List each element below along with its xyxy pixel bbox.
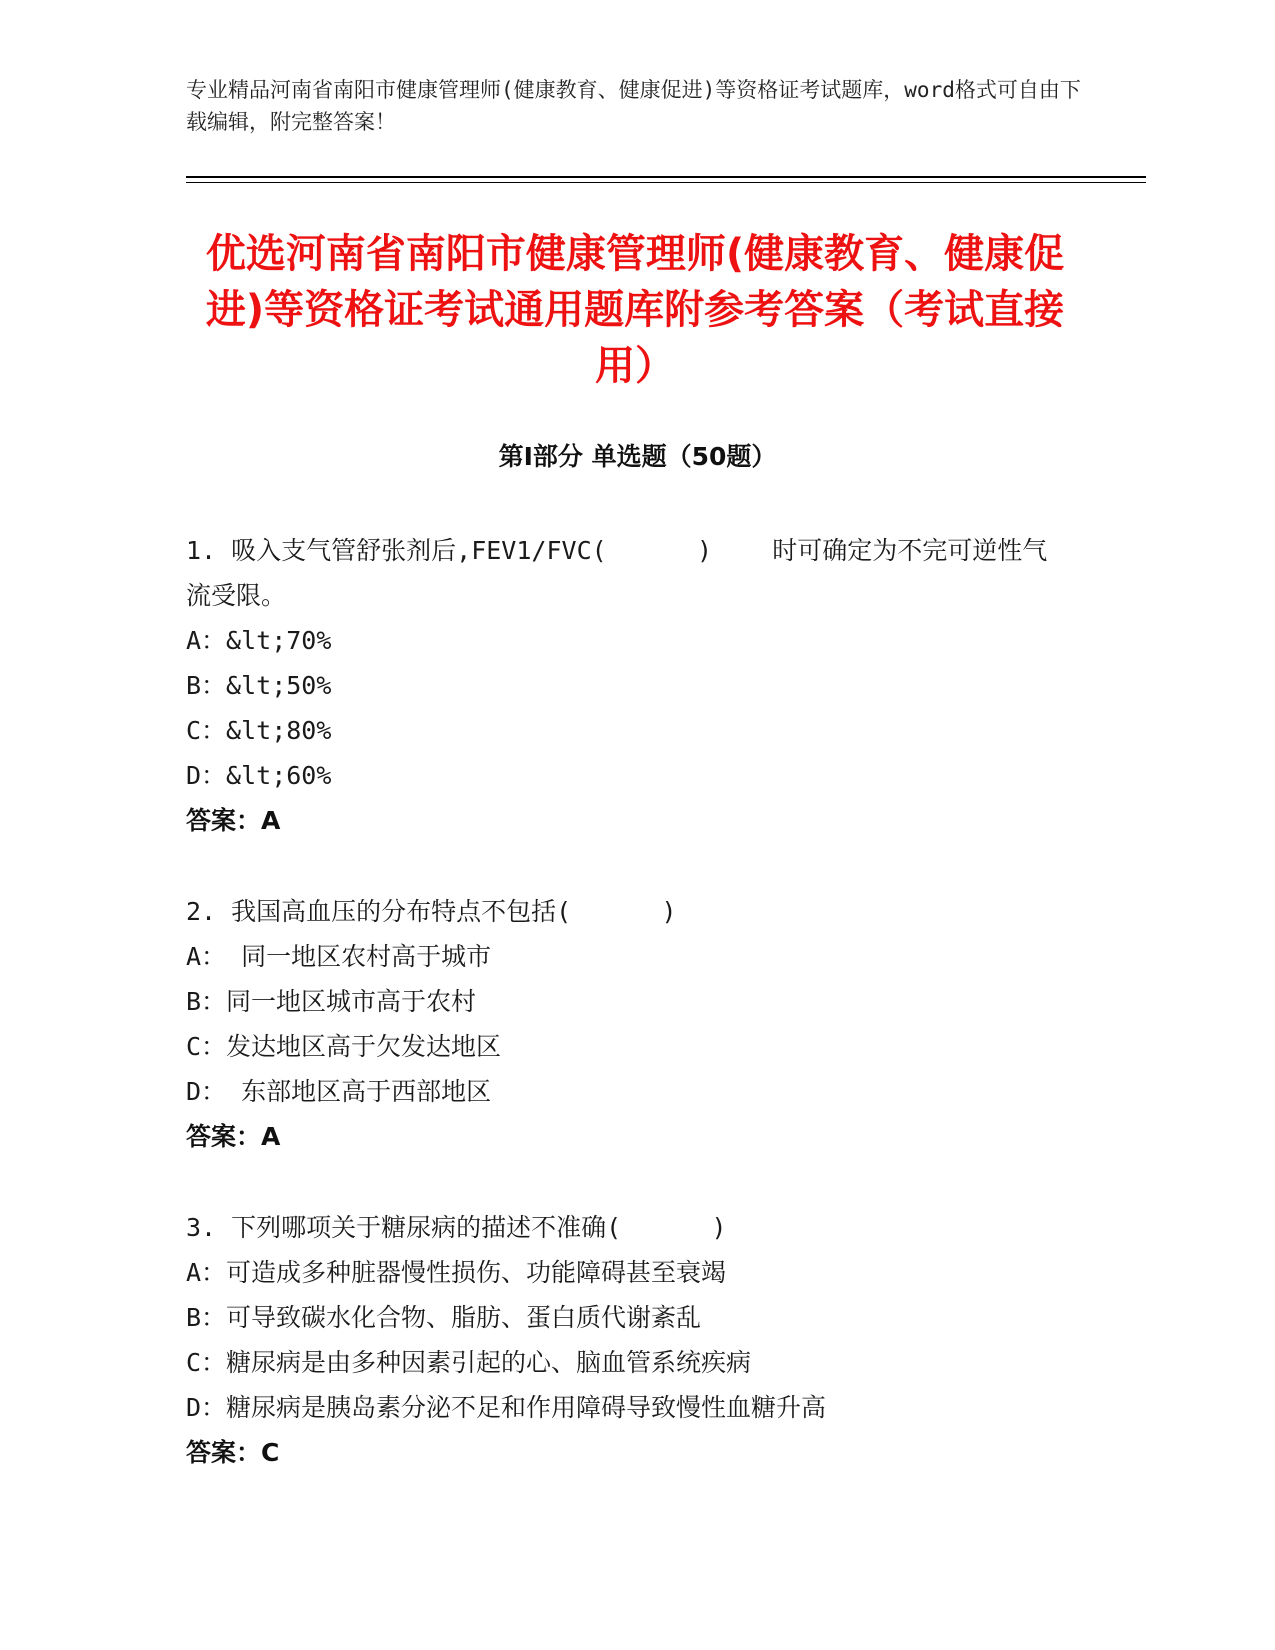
option-d: D：糖尿病是胰岛素分泌不足和作用障碍导致慢性血糖升高 — [186, 1393, 827, 1422]
question-list — [186, 528, 1066, 1521]
option-c: C：糖尿病是由多种因素引起的心、脑血管系统疾病 — [186, 1348, 752, 1377]
option-a: A：&lt;70% — [186, 626, 332, 655]
answer: 答案：C — [186, 1438, 280, 1467]
question-stem: 1. 吸入支气管舒张剂后,FEV1/FVC( ) 时可确定为不完可逆性气流受限。 — [186, 536, 1048, 610]
question-stem: 2. 我国高血压的分布特点不包括( ) — [186, 897, 677, 926]
header-divider-thick — [186, 176, 1146, 178]
header-divider-thin — [186, 182, 1146, 183]
question-3 — [186, 1205, 1066, 1475]
header-note: 专业精品河南省南阳市健康管理师(健康教育、健康促进)等资格证考试题库，word格式可自由下载编辑，附完整答案！ — [186, 78, 1081, 134]
option-b: B：&lt;50% — [186, 671, 332, 700]
option-d: D：&lt;60% — [186, 761, 332, 790]
option-b: B：可导致碳水化合物、脂肪、蛋白质代谢紊乱 — [186, 1303, 702, 1332]
option-c: C：&lt;80% — [186, 716, 332, 745]
option-d: D： 东部地区高于西部地区 — [186, 1077, 492, 1106]
question-2 — [186, 889, 1066, 1159]
answer: 答案：A — [186, 806, 281, 835]
question-1 — [186, 528, 1066, 843]
question-stem: 3. 下列哪项关于糖尿病的描述不准确( ) — [186, 1213, 727, 1242]
answer: 答案：A — [186, 1122, 281, 1151]
option-a: A：可造成多种脏器慢性损伤、功能障碍甚至衰竭 — [186, 1258, 727, 1287]
document-title: 优选河南省南阳市健康管理师(健康教育、健康促进)等资格证考试通用题库附参考答案（考试直接用） — [205, 231, 1065, 389]
option-c: C：发达地区高于欠发达地区 — [186, 1032, 502, 1061]
section-heading: 第Ⅰ部分 单选题（50题） — [498, 442, 777, 471]
option-b: B：同一地区城市高于农村 — [186, 987, 477, 1016]
option-a: A： 同一地区农村高于城市 — [186, 942, 492, 971]
